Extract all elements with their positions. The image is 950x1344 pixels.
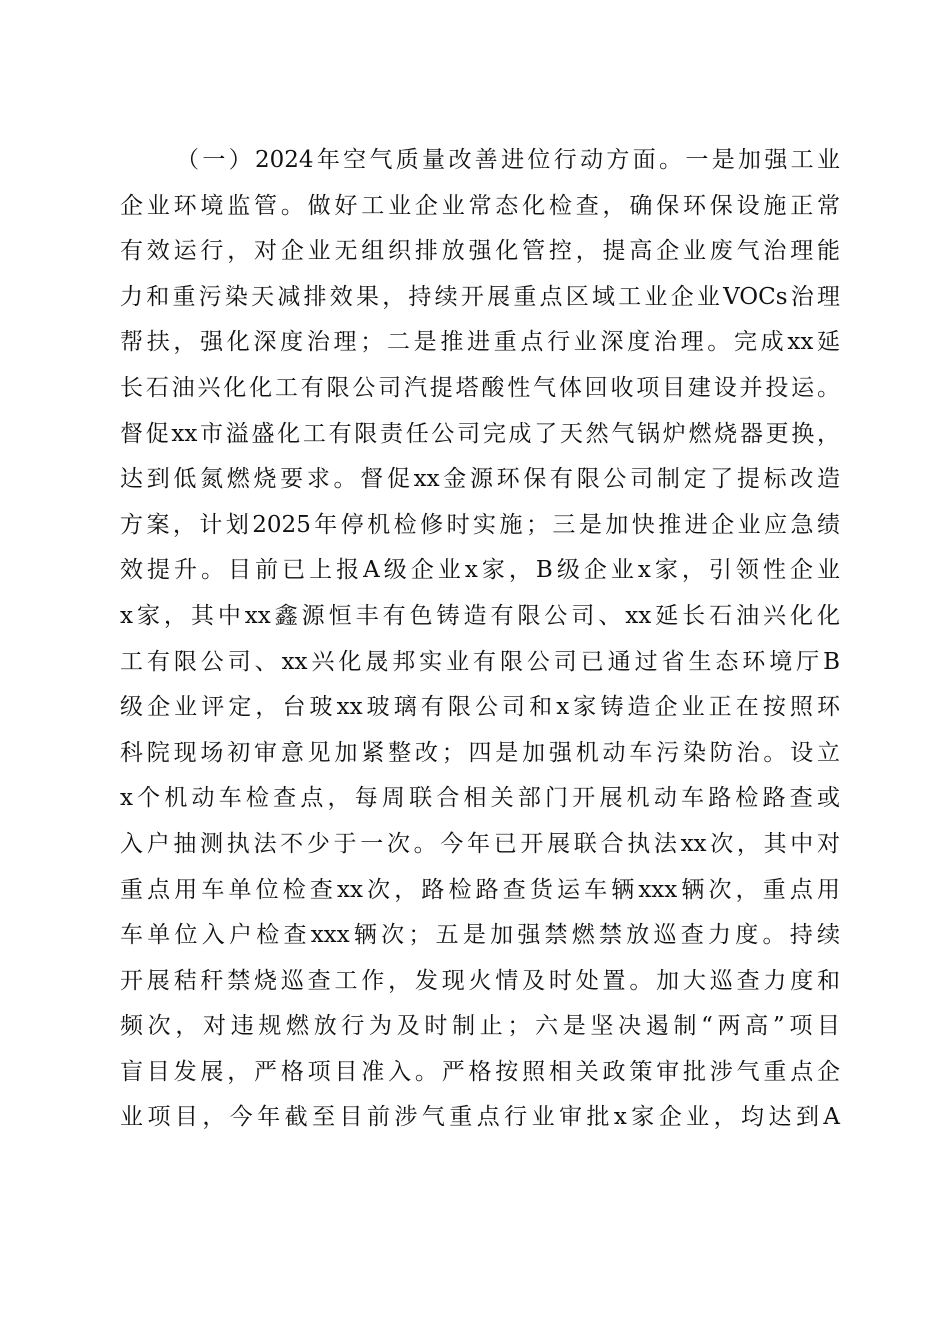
paragraph-line: 企业环境监管。做好工业企业常态化检查，确保环保设施正常 (120, 192, 840, 219)
paragraph-line: x个机动车检查点，每周联合相关部门开展机动车路检路查或 (120, 785, 840, 812)
paragraph-line: 方案，计划2025年停机检修时实施；三是加快推进企业应急绩 (120, 511, 840, 538)
body-paragraph (120, 138, 840, 1141)
paragraph-line: 重点用车单位检查xx次，路检路查货运车辆xxx辆次，重点用 (120, 876, 840, 903)
paragraph-line: 工有限公司、xx兴化晟邦实业有限公司已通过省生态环境厅B (120, 648, 840, 675)
paragraph-line: 督促xx市溢盛化工有限责任公司完成了天然气锅炉燃烧器更换， (120, 420, 840, 447)
paragraph-line: 力和重污染天减排效果，持续开展重点区域工业企业VOCs治理 (120, 283, 840, 310)
paragraph-line: 开展秸秆禁烧巡查工作，发现火情及时处置。加大巡查力度和 (120, 967, 840, 994)
paragraph-line: 科院现场初审意见加紧整改；四是加强机动车污染防治。设立 (120, 739, 840, 766)
paragraph-line: x家，其中xx鑫源恒丰有色铸造有限公司、xx延长石油兴化化 (120, 602, 840, 629)
paragraph-line: 频次，对违规燃放行为及时制止；六是坚决遏制“两高”项目 (120, 1013, 840, 1040)
paragraph-line: 效提升。目前已上报A级企业x家，B级企业x家，引领性企业 (120, 557, 840, 584)
paragraph-line: 入户抽测执法不少于一次。今年已开展联合执法xx次，其中对 (120, 830, 840, 857)
paragraph-line: 长石油兴化化工有限公司汽提塔酸性气体回收项目建设并投运。 (120, 374, 840, 401)
paragraph-line: 业项目，今年截至目前涉气重点行业审批x家企业，均达到A (120, 1104, 840, 1131)
paragraph-line: 帮扶，强化深度治理；二是推进重点行业深度治理。完成xx延 (120, 329, 840, 356)
paragraph-line: 盲目发展，严格项目准入。严格按照相关政策审批涉气重点企 (120, 1058, 840, 1085)
paragraph-line: 达到低氮燃烧要求。督促xx金源环保有限公司制定了提标改造 (120, 466, 840, 493)
paragraph-line: （一）2024年空气质量改善进位行动方面。一是加强工业 (176, 147, 840, 173)
paragraph-line: 车单位入户检查xxx辆次；五是加强禁燃禁放巡查力度。持续 (120, 922, 840, 949)
paragraph-line: 级企业评定，台玻xx玻璃有限公司和x家铸造企业正在按照环 (120, 694, 840, 721)
paragraph-line: 有效运行，对企业无组织排放强化管控，提高企业废气治理能 (120, 238, 840, 265)
